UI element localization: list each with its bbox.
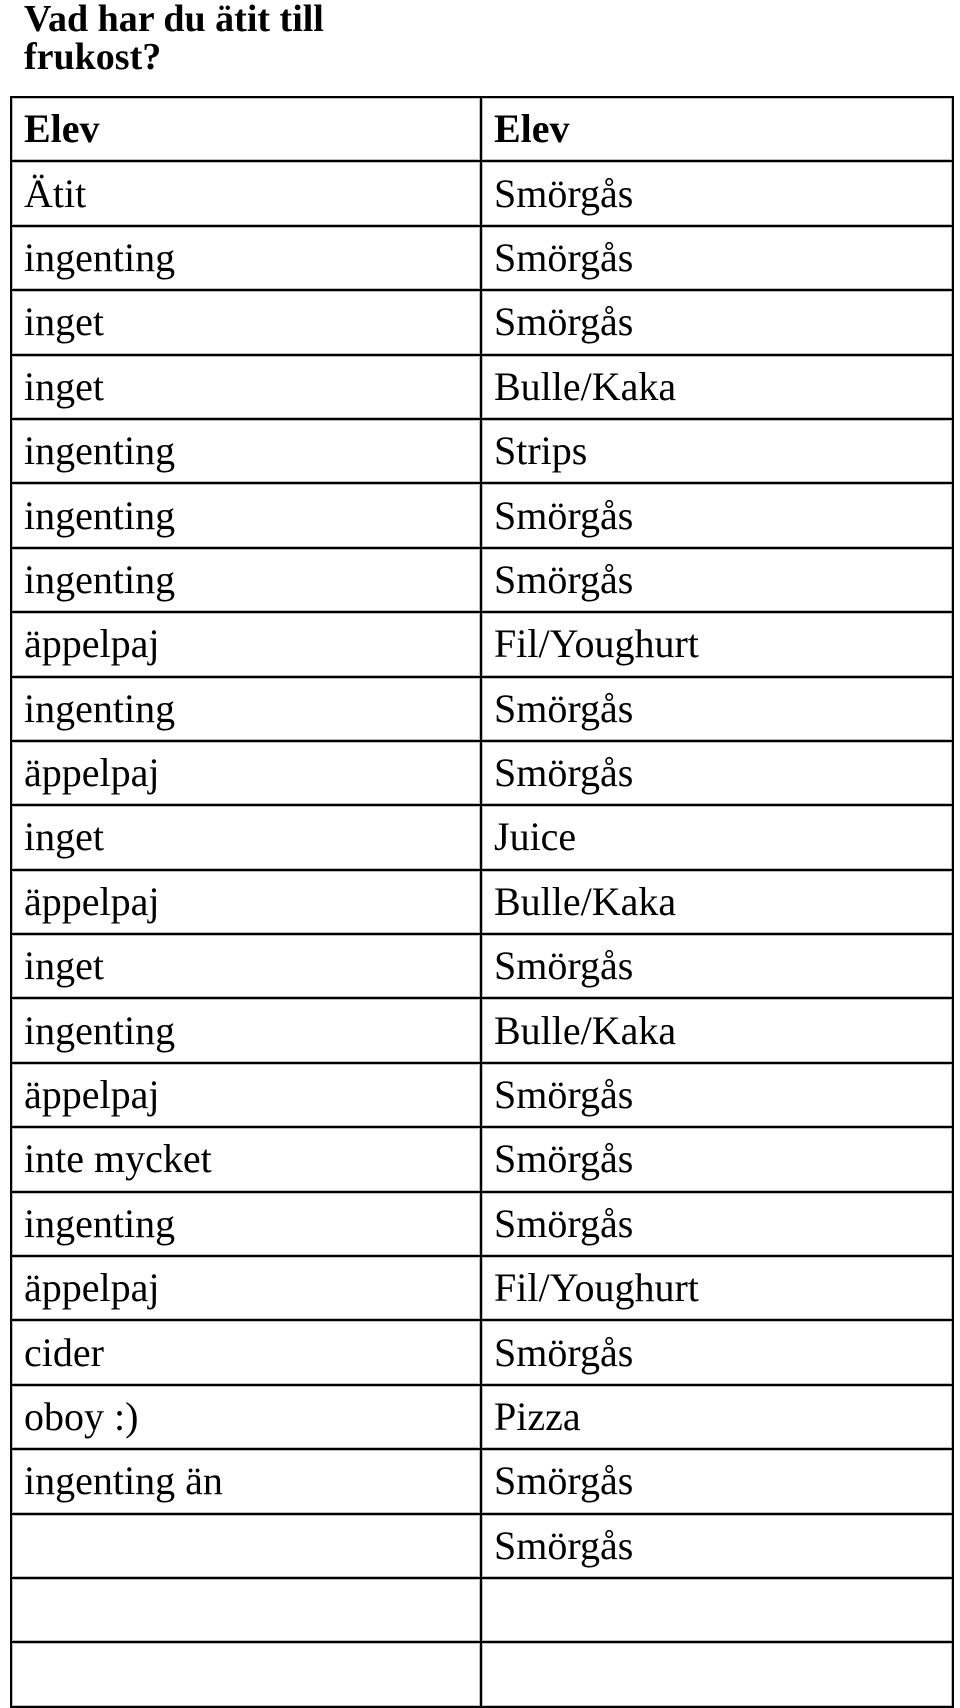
cell-right: Pizza bbox=[481, 1385, 953, 1449]
table-row bbox=[11, 290, 953, 354]
cell-left bbox=[11, 1642, 481, 1706]
cell-left: äppelpaj bbox=[11, 870, 481, 934]
cell-right: Smörgås bbox=[481, 1192, 953, 1256]
table-row bbox=[11, 1385, 953, 1449]
cell-left: äppelpaj bbox=[11, 741, 481, 805]
cell-right: Smörgås bbox=[481, 290, 953, 354]
cell-right: Bulle/Kaka bbox=[481, 355, 953, 419]
cell-right: Smörgås bbox=[481, 1514, 953, 1578]
cell-right: Smörgås bbox=[481, 1063, 953, 1127]
cell-left: ingenting bbox=[11, 226, 481, 290]
header-row bbox=[11, 97, 953, 161]
table-body bbox=[11, 161, 953, 1706]
breakfast-table bbox=[10, 96, 954, 1708]
cell-right: Strips bbox=[481, 419, 953, 483]
table-row bbox=[11, 355, 953, 419]
cell-right: Smörgås bbox=[481, 483, 953, 547]
table-row bbox=[11, 741, 953, 805]
table-row bbox=[11, 1449, 953, 1513]
cell-left: Ätit bbox=[11, 161, 481, 225]
cell-left: ingenting bbox=[11, 677, 481, 741]
column-header-left: Elev bbox=[11, 97, 481, 161]
table-row bbox=[11, 419, 953, 483]
table-header bbox=[11, 97, 953, 161]
cell-right: Smörgås bbox=[481, 1320, 953, 1384]
cell-right: Smörgås bbox=[481, 1127, 953, 1191]
cell-left: inget bbox=[11, 290, 481, 354]
cell-left: ingenting bbox=[11, 998, 481, 1062]
cell-left bbox=[11, 1514, 481, 1578]
table-row bbox=[11, 161, 953, 225]
table-row bbox=[11, 934, 953, 998]
cell-left: äppelpaj bbox=[11, 612, 481, 676]
table-row bbox=[11, 612, 953, 676]
table-row bbox=[11, 1192, 953, 1256]
cell-left: cider bbox=[11, 1320, 481, 1384]
cell-left: ingenting bbox=[11, 548, 481, 612]
cell-left: ingenting bbox=[11, 483, 481, 547]
table-row bbox=[11, 998, 953, 1062]
table-row bbox=[11, 1642, 953, 1706]
table-row bbox=[11, 1063, 953, 1127]
cell-left: äppelpaj bbox=[11, 1256, 481, 1320]
cell-right: Smörgås bbox=[481, 226, 953, 290]
cell-left: inget bbox=[11, 355, 481, 419]
cell-right: Fil/Youghurt bbox=[481, 612, 953, 676]
cell-right bbox=[481, 1578, 953, 1642]
cell-left bbox=[11, 1578, 481, 1642]
table-row bbox=[11, 1127, 953, 1191]
table-row bbox=[11, 548, 953, 612]
cell-right: Smörgås bbox=[481, 677, 953, 741]
cell-right: Bulle/Kaka bbox=[481, 998, 953, 1062]
cell-right: Smörgås bbox=[481, 1449, 953, 1513]
table-row bbox=[11, 1514, 953, 1578]
cell-right: Fil/Youghurt bbox=[481, 1256, 953, 1320]
cell-right: Smörgås bbox=[481, 741, 953, 805]
cell-right: Smörgås bbox=[481, 934, 953, 998]
table-row bbox=[11, 870, 953, 934]
column-header-right: Elev bbox=[481, 97, 953, 161]
cell-left: ingenting bbox=[11, 419, 481, 483]
table-row bbox=[11, 805, 953, 869]
cell-left: inte mycket bbox=[11, 1127, 481, 1191]
table-row bbox=[11, 1320, 953, 1384]
table-row bbox=[11, 226, 953, 290]
cell-right: Smörgås bbox=[481, 161, 953, 225]
cell-left: inget bbox=[11, 934, 481, 998]
table-row bbox=[11, 1256, 953, 1320]
cell-left: äppelpaj bbox=[11, 1063, 481, 1127]
table-row bbox=[11, 677, 953, 741]
table-row bbox=[11, 483, 953, 547]
page-title: Vad har du ätit till frukost? bbox=[24, 0, 324, 78]
cell-right bbox=[481, 1642, 953, 1706]
cell-left: ingenting bbox=[11, 1192, 481, 1256]
cell-right: Juice bbox=[481, 805, 953, 869]
cell-right: Bulle/Kaka bbox=[481, 870, 953, 934]
cell-left: oboy :) bbox=[11, 1385, 481, 1449]
cell-right: Smörgås bbox=[481, 548, 953, 612]
table-row bbox=[11, 1578, 953, 1642]
cell-left: ingenting än bbox=[11, 1449, 481, 1513]
cell-left: inget bbox=[11, 805, 481, 869]
